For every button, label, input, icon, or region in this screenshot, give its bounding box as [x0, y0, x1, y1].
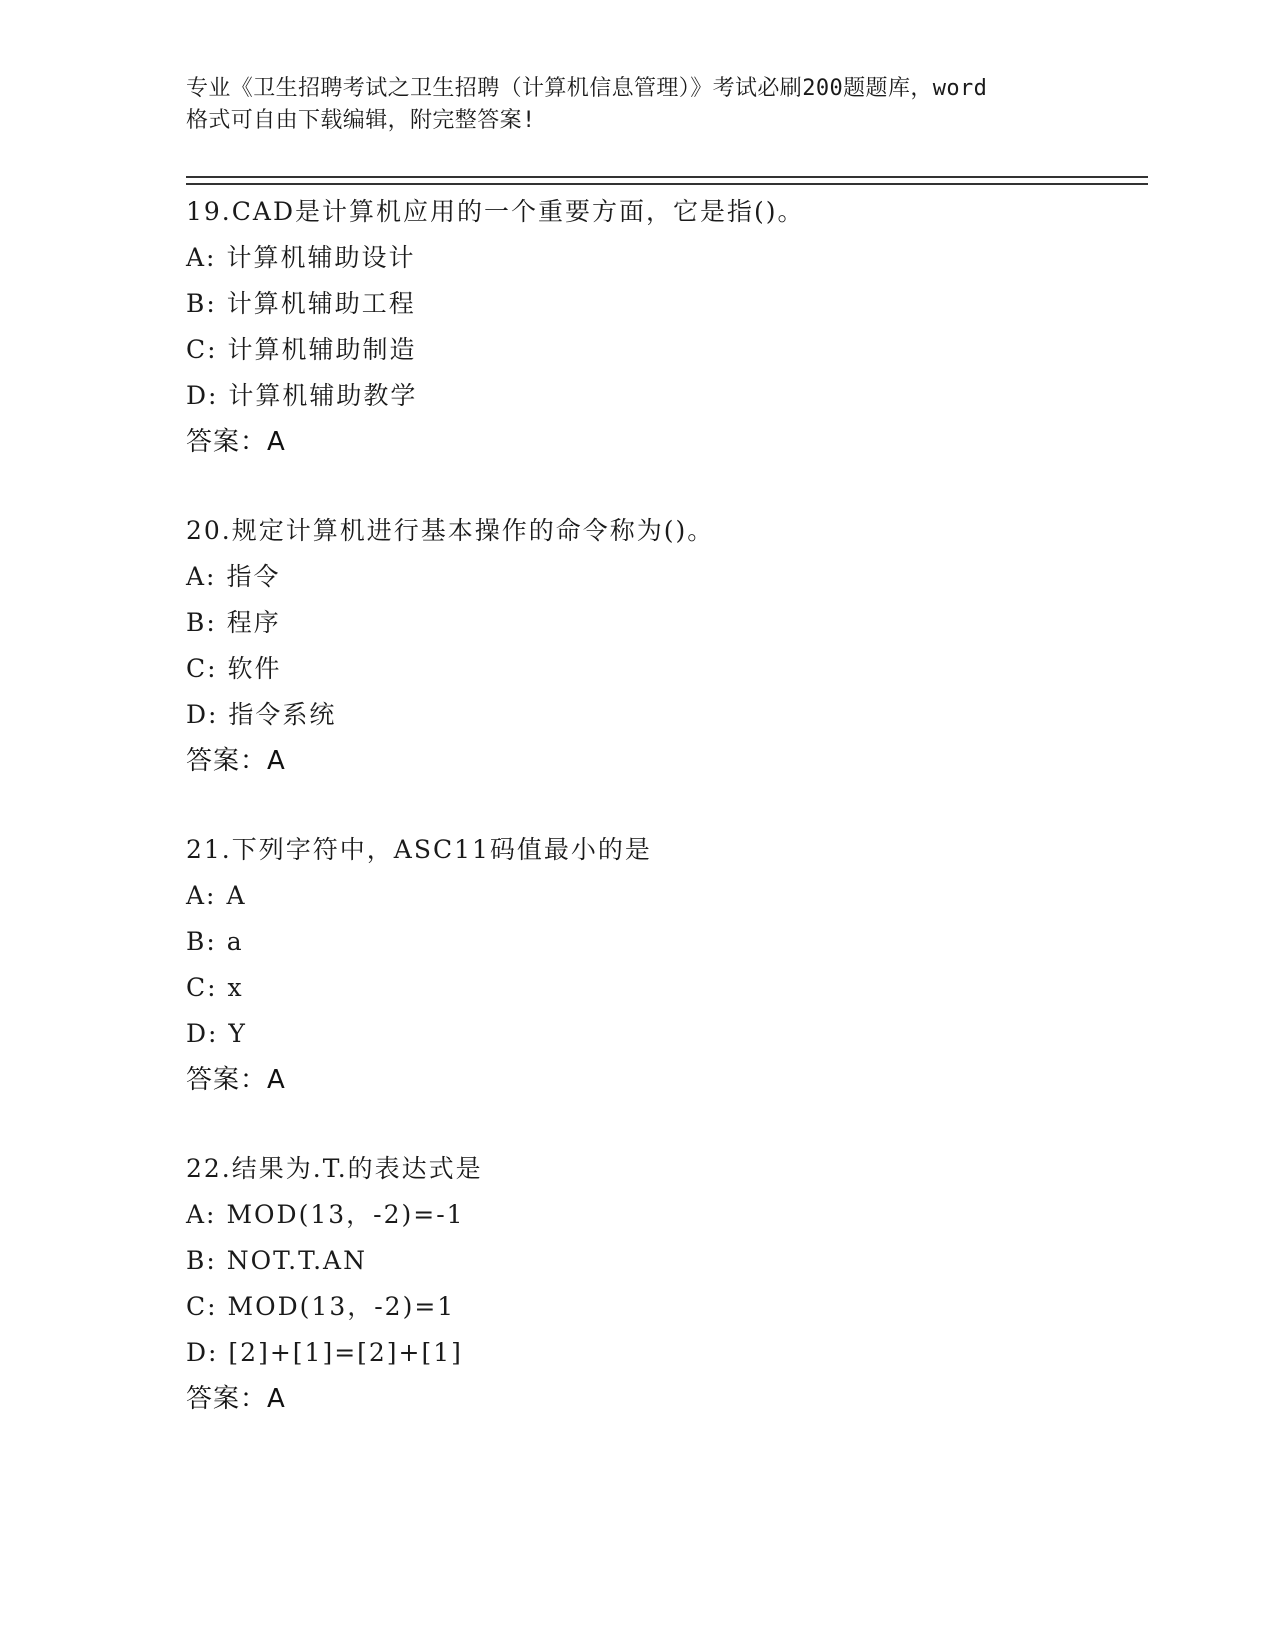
- option-text: 计算机辅助设计: [226, 243, 416, 272]
- question-19: [186, 189, 1086, 465]
- option-d: [186, 1330, 1086, 1376]
- question-21: [186, 827, 1086, 1103]
- option-a: [186, 1192, 1086, 1238]
- header-line-2: 格式可自由下载编辑，附完整答案!: [186, 108, 536, 133]
- option-a: [186, 554, 1086, 600]
- option-a: [186, 235, 1086, 281]
- header-line-1: 专业《卫生招聘考试之卫生招聘（计算机信息管理）》考试必刷200题题库，word: [186, 76, 988, 101]
- option-key: D:: [186, 700, 219, 729]
- option-text: A: [226, 881, 247, 910]
- option-key: C:: [186, 973, 218, 1002]
- option-key: B:: [186, 927, 217, 956]
- option-c: [186, 1284, 1086, 1330]
- answer-line: 答案：A: [186, 1384, 286, 1414]
- option-text: 软件: [227, 654, 282, 683]
- option-d: [186, 692, 1086, 738]
- option-text: 计算机辅助工程: [226, 289, 416, 318]
- option-b: [186, 600, 1086, 646]
- document-header: [186, 73, 1086, 137]
- option-key: A:: [186, 243, 217, 272]
- option-a: [186, 873, 1086, 919]
- question-title: 22.结果为.T.的表达式是: [186, 1154, 483, 1183]
- option-text: 指令系统: [228, 700, 337, 729]
- option-key: B:: [186, 1246, 217, 1275]
- question-title: 19.CAD是计算机应用的一个重要方面，它是指()。: [186, 197, 805, 226]
- option-text: 指令: [226, 562, 281, 591]
- option-text: 计算机辅助教学: [228, 381, 418, 410]
- option-b: [186, 1238, 1086, 1284]
- option-text: 计算机辅助制造: [227, 335, 417, 364]
- option-text: 程序: [226, 608, 281, 637]
- option-b: [186, 919, 1086, 965]
- option-c: [186, 327, 1086, 373]
- question-22: [186, 1146, 1086, 1422]
- option-text: MOD(13，-2)=1: [227, 1292, 456, 1321]
- option-text: Y: [228, 1019, 247, 1048]
- option-text: NOT.T.AN: [226, 1246, 367, 1275]
- option-c: [186, 646, 1086, 692]
- answer-line: 答案：A: [186, 1065, 286, 1095]
- header-divider-bottom: [186, 183, 1148, 185]
- option-key: A:: [186, 562, 217, 591]
- option-b: [186, 281, 1086, 327]
- option-key: C:: [186, 1292, 218, 1321]
- option-key: A:: [186, 881, 217, 910]
- option-key: C:: [186, 654, 218, 683]
- option-key: A:: [186, 1200, 217, 1229]
- option-key: B:: [186, 289, 217, 318]
- answer-line: 答案：A: [186, 427, 286, 457]
- option-text: [2]+[1]=[2]+[1]: [228, 1338, 463, 1367]
- option-c: [186, 965, 1086, 1011]
- question-20: [186, 508, 1086, 784]
- header-divider-top: [186, 176, 1148, 178]
- option-key: D:: [186, 1338, 219, 1367]
- answer-line: 答案：A: [186, 746, 286, 776]
- question-title: 20.规定计算机进行基本操作的命令称为()。: [186, 516, 715, 545]
- question-title: 21.下列字符中，ASC11码值最小的是: [186, 835, 652, 864]
- option-key: B:: [186, 608, 217, 637]
- option-key: D:: [186, 1019, 219, 1048]
- option-d: [186, 373, 1086, 419]
- option-text: MOD(13，-2)=-1: [226, 1200, 465, 1229]
- option-key: C:: [186, 335, 218, 364]
- option-text: a: [226, 927, 244, 956]
- option-d: [186, 1011, 1086, 1057]
- option-key: D:: [186, 381, 219, 410]
- option-text: x: [227, 973, 244, 1002]
